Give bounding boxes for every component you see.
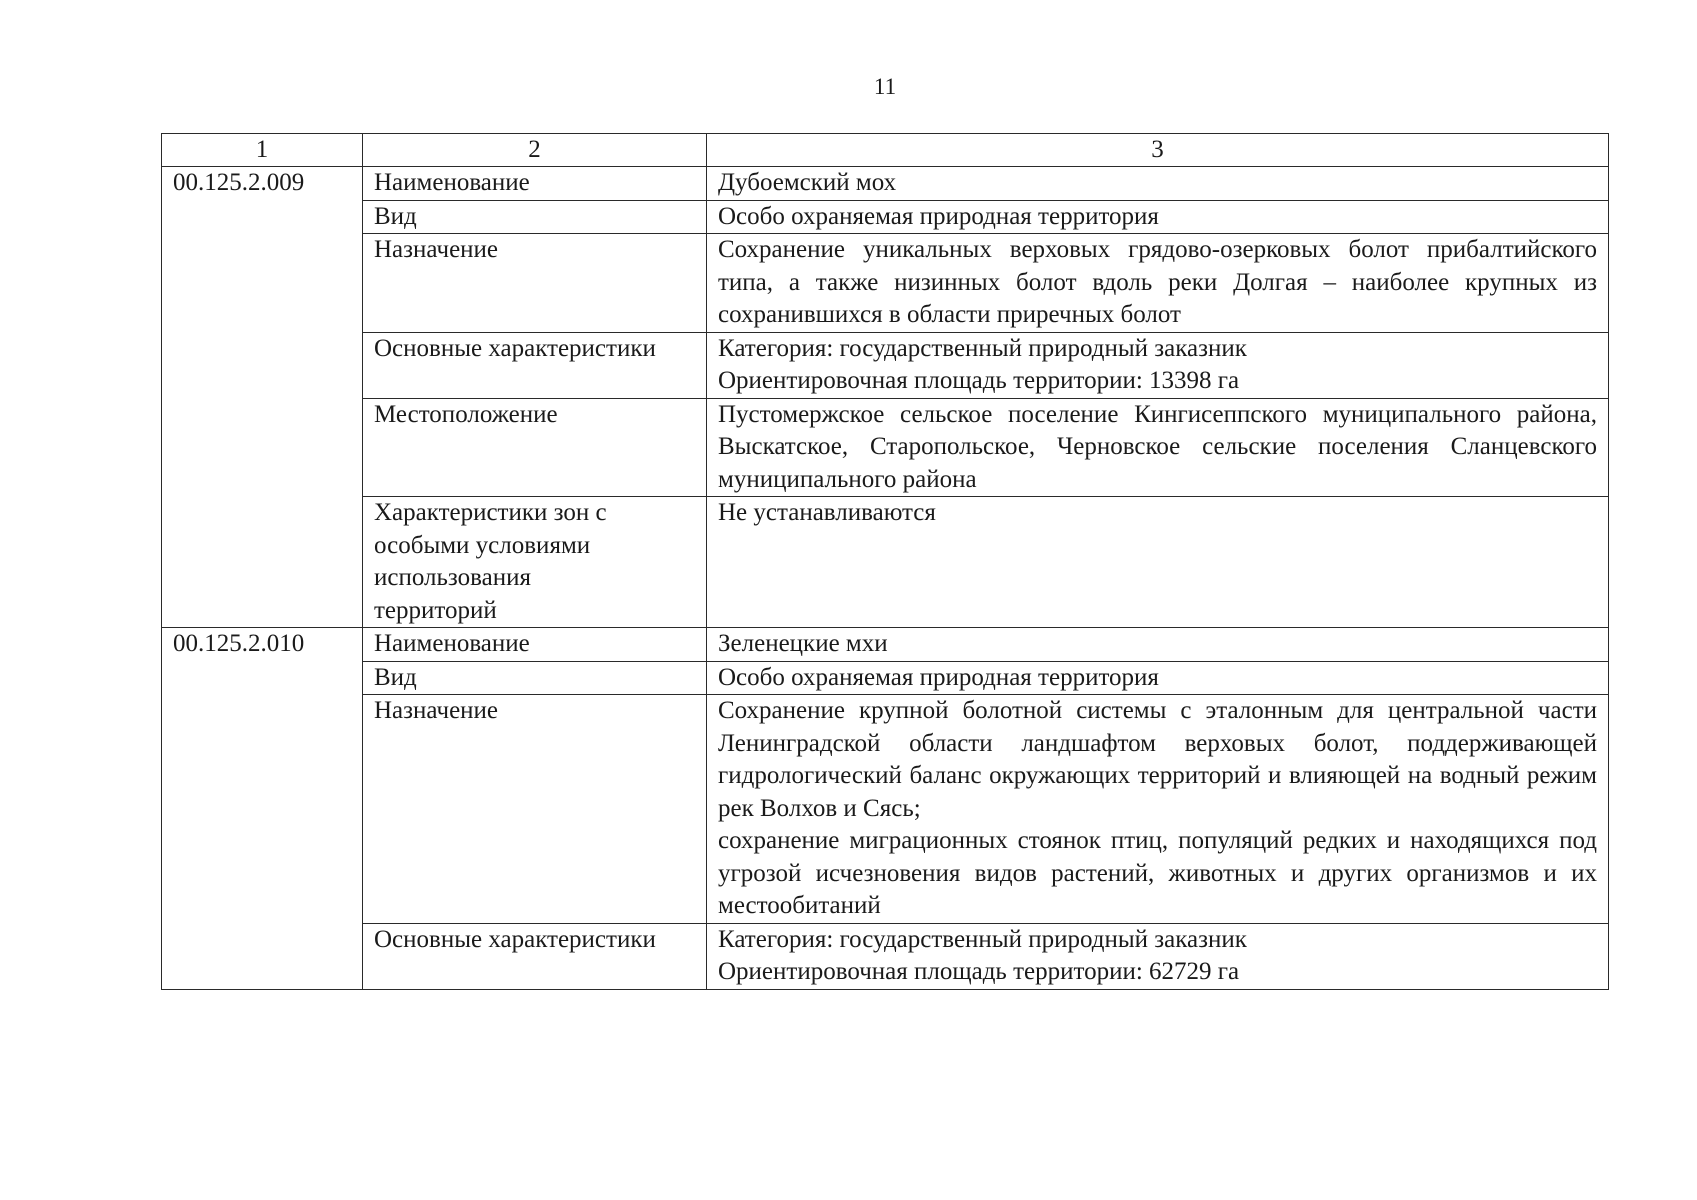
row-value <box>707 695 1609 924</box>
row-label: Вид <box>363 661 707 695</box>
row-value <box>707 167 1609 201</box>
row-label: Наименование <box>363 628 707 662</box>
record-code: 00.125.2.009 <box>162 167 363 628</box>
row-value <box>707 497 1609 628</box>
value-paragraph: Категория: государственный природный заказник <box>718 925 1247 953</box>
column-header: 3 <box>707 134 1609 167</box>
table-row <box>162 628 1609 662</box>
table-row <box>162 497 1609 628</box>
row-value <box>707 332 1609 398</box>
zones-table <box>161 133 1609 990</box>
row-label: Назначение <box>363 234 707 333</box>
table-row <box>162 234 1609 333</box>
row-label: Основные характеристики <box>363 923 707 989</box>
row-label: Характеристики зон с особыми условиями использования территорий <box>363 497 707 628</box>
page-number: 11 <box>873 74 897 99</box>
value-paragraph: Категория: государственный природный заказник <box>718 334 1247 362</box>
value-paragraph: сохранение миграционных стоянок птиц, популяций редких и находящихся под угрозой исчезновения видов растений, животных и других организмов и их местообитаний <box>718 827 1597 919</box>
row-value <box>707 923 1609 989</box>
value-paragraph: Зеленецкие мхи <box>718 630 888 657</box>
value-paragraph: Пустомержское сельское поселение Кингисеппского муниципального района, Выскатское, Старопольское, Черновское сельские поселения Сланцевского муниципального района <box>718 400 1597 493</box>
row-label: Наименование <box>363 167 707 201</box>
table-row <box>162 695 1609 924</box>
row-value <box>707 661 1609 695</box>
value-paragraph: Дубоемский мох <box>718 169 897 196</box>
value-paragraph: Особо охраняемая природная территория <box>718 663 1159 691</box>
table-row <box>162 923 1609 989</box>
value-paragraph: Сохранение крупной болотной системы с эталонным для центральной части Ленинградской области ландшафтом верховых болот, поддерживающей гидрологический баланс окружающих территорий и влияющей на водный режим рек Волхов и Сясь; <box>718 697 1597 822</box>
value-paragraph: Особо охраняемая природная территория <box>718 202 1159 230</box>
column-header: 2 <box>363 134 707 167</box>
value-paragraph: Не устанавливаются <box>718 499 936 526</box>
table-row <box>162 167 1609 201</box>
table-row <box>162 200 1609 234</box>
table-row <box>162 661 1609 695</box>
row-value <box>707 398 1609 497</box>
row-value <box>707 628 1609 662</box>
row-label: Назначение <box>363 695 707 924</box>
row-value <box>707 234 1609 333</box>
row-label: Вид <box>363 200 707 234</box>
value-paragraph: Сохранение уникальных верховых грядово-озерковых болот прибалтийского типа, а также низинных болот вдоль реки Долгая – наиболее крупных из сохранившихся в области приречных болот <box>718 236 1597 328</box>
table-row <box>162 398 1609 497</box>
table-row <box>162 332 1609 398</box>
table-header-row <box>162 134 1609 167</box>
record-code: 00.125.2.010 <box>162 628 363 990</box>
value-paragraph: Ориентировочная площадь территории: 62729 га <box>718 958 1240 985</box>
row-value <box>707 200 1609 234</box>
value-paragraph: Ориентировочная площадь территории: 13398 га <box>718 367 1240 394</box>
row-label: Местоположение <box>363 398 707 497</box>
row-label: Основные характеристики <box>363 332 707 398</box>
column-header: 1 <box>162 134 363 167</box>
